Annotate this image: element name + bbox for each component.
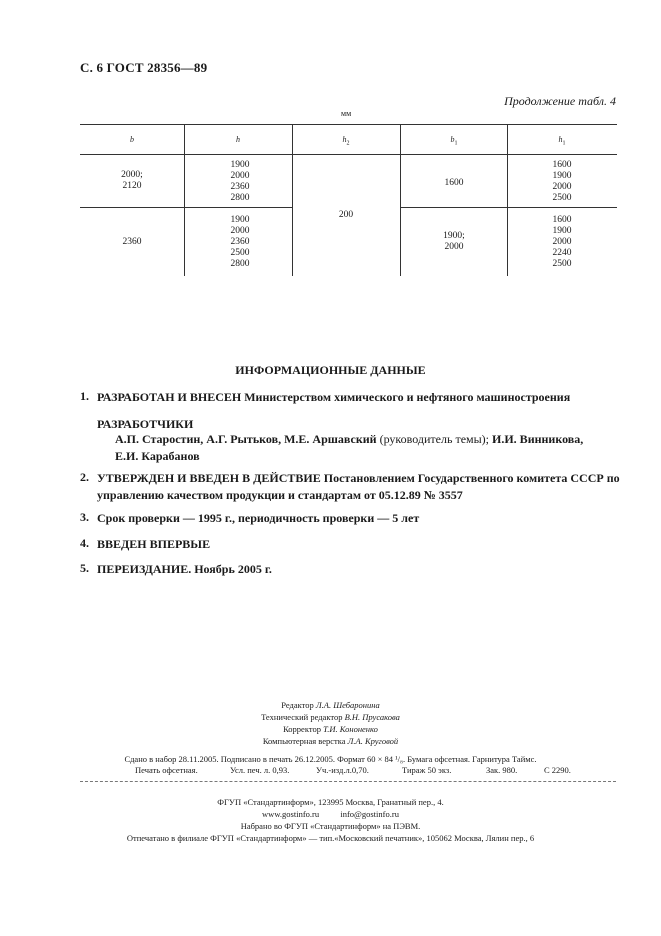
table-col-divider (400, 124, 401, 276)
credit-editor: Редактор Л.А. Шебаронина (281, 700, 380, 710)
developers-role: (руководитель темы); (379, 432, 490, 446)
credits-block (0, 699, 661, 747)
imprint-code: С 2290. (544, 765, 571, 775)
header-b: b (130, 135, 134, 144)
imprint-order: Зак. 980. (486, 765, 518, 775)
developers-names: А.П. Старостин, А.Г. Рытьков, М.Е. Аршавский (115, 432, 380, 446)
dashed-divider (80, 781, 616, 782)
imprint-line-1: Сдано в набор 28.11.2005. Подписано в печать 26.12.2005. Формат 60 × 84 ¹/₈. Бумага офсетная. Гарнитура Таймс. (124, 754, 537, 764)
item-text: Министерством химического и нефтяного машиностроения (241, 390, 571, 404)
imprint-sheets: Усл. печ. л. 0,93. (230, 765, 290, 775)
header-h1: $h_1$ (558, 135, 566, 147)
info-item-2 (97, 470, 622, 504)
header-h2: $h_2$ (342, 135, 350, 147)
table-continuation-label: Продолжение табл. 4 (504, 94, 616, 108)
item-number: 3. (80, 510, 89, 524)
table-cell-h: 1900 2000 2360 2500 2800 (230, 215, 250, 269)
table-units: мм (341, 109, 352, 118)
info-item-1 (97, 389, 627, 406)
item-text: Постановлением Государственного комитета СССР по (320, 471, 620, 485)
item-heading: РАЗРАБОТАН И ВНЕСЕН (97, 390, 242, 404)
table-cell-h1: 1600 1900 2000 2240 2500 (552, 215, 572, 269)
item-heading: УТВЕРЖДЕН И ВВЕДЕН В ДЕЙСТВИЕ (97, 471, 321, 485)
header-h: h (236, 135, 240, 144)
imprint-print-type: Печать офсетная. (135, 765, 198, 775)
table-col-divider (184, 124, 185, 276)
publisher-printer: Отпечатано в филиале ФГУП «Стандартинформ» — тип.«Московский печатник», 105062 Москва, Лялин пер., 6 (126, 833, 535, 843)
table-cell-b1: 1600 (444, 178, 464, 188)
developers-list (115, 431, 625, 465)
table-row-rule-right (400, 207, 617, 208)
table-cell-b: 2360 (122, 237, 142, 247)
imprint-edition-sheets: Уч.-изд.л.0,70. (316, 765, 369, 775)
developers-names: Е.И. Карабанов (115, 449, 200, 463)
info-item-4: ВВЕДЕН ВПЕРВЫЕ (97, 537, 211, 551)
table-top-rule (80, 124, 617, 125)
publisher-address: ФГУП «Стандартинформ», 123995 Москва, Гранатный пер., 4. (217, 797, 444, 807)
info-section-title: ИНФОРМАЦИОННЫЕ ДАННЫЕ (235, 363, 426, 377)
publisher-typeset: Набрано во ФГУП «Стандартинформ» на ПЭВМ. (240, 821, 421, 831)
item-number: 1. (80, 389, 89, 403)
table-col-divider (292, 124, 293, 276)
page-header: С. 6 ГОСТ 28356—89 (80, 60, 208, 75)
info-item-5: ПЕРЕИЗДАНИЕ. Ноябрь 2005 г. (97, 562, 272, 576)
credit-layout: Компьютерная верстка Л.А. Круговой (262, 736, 399, 746)
table-row-rule-left (80, 207, 292, 208)
item-number: 2. (80, 470, 89, 484)
developers-names: И.И. Винникова, (489, 432, 584, 446)
table-header-rule (80, 154, 617, 155)
table-cell-b1: 1900; 2000 (443, 231, 465, 252)
table-col-divider (507, 124, 508, 276)
publisher-web: www.gostinfo.ru info@gostinfo.ru (262, 809, 399, 819)
info-item-3: Срок проверки — 1995 г., периодичность проверки — 5 лет (97, 511, 420, 525)
table-cell-b: 2000; 2120 (121, 170, 143, 191)
table-cell-h: 1900 2000 2360 2800 (230, 160, 250, 203)
credit-corrector: Корректор Т.И. Кононенко (283, 724, 378, 734)
imprint-circulation: Тираж 50 экз. (402, 765, 452, 775)
item-number: 4. (80, 536, 89, 550)
table-cell-h1: 1600 1900 2000 2500 (552, 160, 572, 203)
header-b1: $b_1$ (450, 135, 458, 147)
item-text: управлению качеством продукции и стандартам от 05.12.89 № 3557 (97, 488, 463, 502)
developers-label: РАЗРАБОТЧИКИ (97, 417, 194, 431)
credit-tech-editor: Технический редактор В.Н. Прусакова (261, 712, 400, 722)
item-number: 5. (80, 561, 89, 575)
table-cell-h2: 200 (338, 210, 354, 220)
